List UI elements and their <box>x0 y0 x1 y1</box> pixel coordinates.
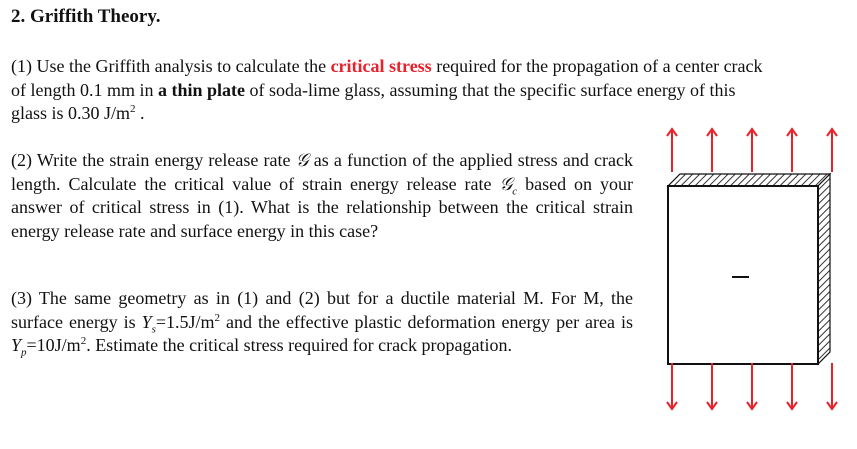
q3-gamma-p-subscript: p <box>21 346 27 359</box>
tension-arrow-up <box>827 129 837 172</box>
tension-arrow-up <box>747 129 757 172</box>
q3-unit-exponent-2: 2 <box>80 335 87 347</box>
q3-surface-energy-value: =1.5J/m <box>155 311 215 332</box>
q3-gamma-p-symbol: Υ <box>11 335 22 355</box>
q1-lead: (1) Use the Griffith analysis to calculate the <box>11 56 331 76</box>
q2-gc-symbol: 𝒢 <box>499 173 513 195</box>
tension-arrow-down <box>747 363 757 409</box>
question-1 <box>11 55 771 126</box>
thin-plate <box>668 174 830 364</box>
q1-critical-stress-emphasis: critical stress <box>330 56 432 76</box>
plate-front-face <box>668 186 818 364</box>
tension-arrow-down <box>707 363 717 409</box>
q3-middle-text: and the effective plastic deformation energy per area is <box>220 311 634 332</box>
q3-end: . Estimate the critical stress required for crack propagation. <box>86 335 513 355</box>
plate-diagram <box>640 120 840 420</box>
q1-thin-plate-emphasis: a thin plate <box>158 79 246 100</box>
tension-arrow-up <box>787 129 797 172</box>
q1-middle-text: required for the propagation of a center crack of length 0.1 mm in <box>11 56 763 100</box>
q2-end: based on your answer of critical stress in (1). What is the relationship between the critical strain energy release rate and surface energy in this case? <box>11 173 633 241</box>
q1-middle-text-2: of soda-lime glass, assuming that the specific surface energy of this glass is 0.30 J/m <box>11 79 736 123</box>
q3-gamma-s-subscript: s <box>151 323 156 336</box>
q2-gc-subscript: c <box>512 185 518 198</box>
plate-top-face <box>668 174 830 186</box>
question-3 <box>11 287 633 358</box>
q2-middle-text: as a function of the applied stress and crack length. Calculate the critical value of strain energy release rate <box>11 150 633 194</box>
tension-arrow-up <box>707 129 717 172</box>
q3-plastic-energy-value: =10J/m <box>26 335 81 355</box>
q2-lead: (2) Write the strain energy release rate <box>11 150 296 170</box>
q1-end: . <box>135 103 145 123</box>
problem-title: 2. Griffith Theory. <box>11 6 161 27</box>
q3-lead: (3) The same geometry as in (1) and (2) but for a ductile material M. For M, the surface energy is <box>11 288 633 332</box>
plate-side-face <box>818 174 830 364</box>
top-tension-arrows <box>667 129 837 172</box>
question-2 <box>11 149 633 243</box>
tension-arrow-up <box>667 129 677 172</box>
tension-arrow-down <box>667 363 677 409</box>
tension-arrow-down <box>787 363 797 409</box>
q3-gamma-s-symbol: Υ <box>141 311 152 332</box>
q2-g-symbol: 𝒢 <box>295 150 309 171</box>
q1-unit-exponent: 2 <box>130 103 136 115</box>
tension-arrow-down <box>827 363 837 409</box>
bottom-tension-arrows <box>667 363 837 409</box>
q3-unit-exponent-1: 2 <box>214 311 221 324</box>
